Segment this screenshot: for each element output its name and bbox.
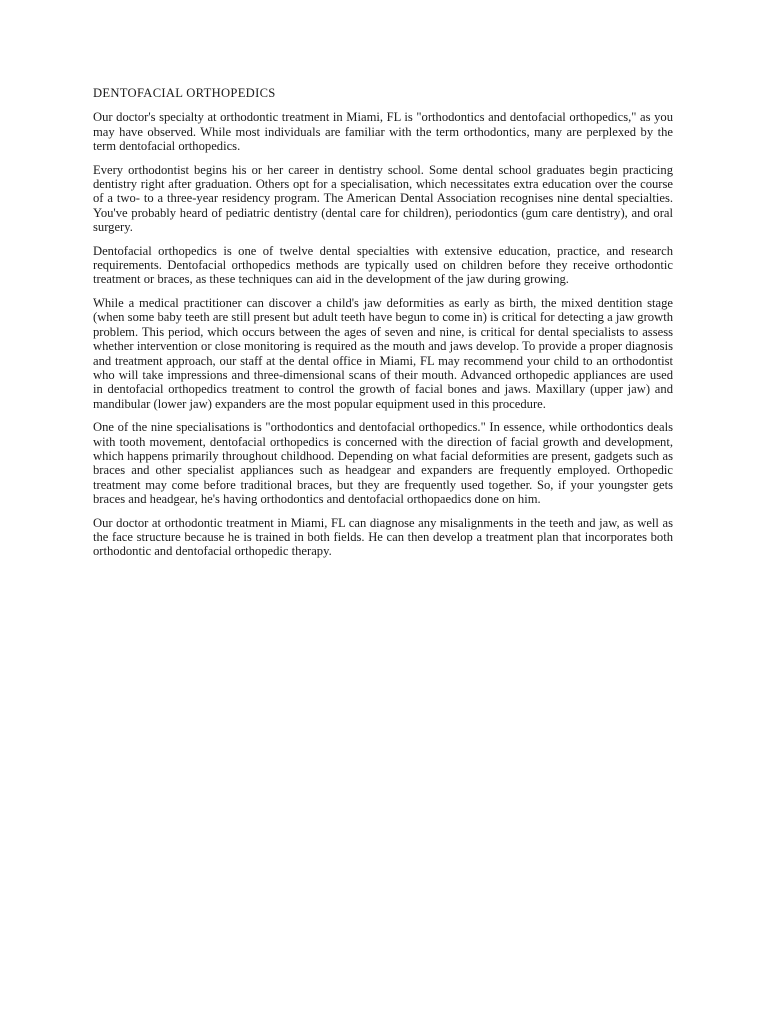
paragraph-6: Our doctor at orthodontic treatment in Miami, FL can diagnose any misalignments in the teeth and jaw, as well as the face structure because he is trained in both fields. He can then develop a treatment plan that incorporates both orthodontic and dentofacial orthopedic therapy. (93, 515, 673, 559)
paragraph-3: Dentofacial orthopedics is one of twelve dental specialties with extensive education, practice, and research requirements. Dentofacial orthopedics methods are typically used on children before they receive orthodontic treatment or braces, as these techniques can aid in the development of the jaw during growing. (93, 243, 673, 287)
paragraph-2: Every orthodontist begins his or her career in dentistry school. Some dental school graduates begin practicing dentistry right after graduation. Others opt for a specialisation, which necessitates extra education over the course of a two- to a three-year residency program. The American Dental Association recognises nine dental specialties. You've probably heard of pediatric dentistry (dental care for children), periodontics (gum care dentistry), and oral surgery. (93, 162, 673, 235)
paragraph-4: While a medical practitioner can discover a child's jaw deformities as early as birth, the mixed dentition stage (when some baby teeth are still present but adult teeth have begun to come in) is critical for detecting a jaw growth problem. This period, which occurs between the ages of seven and nine, is critical for dental specialists to assess whether intervention or close monitoring is required as the mouth and jaws develop. To provide a proper diagnosis and treatment approach, our staff at the dental office in Miami, FL may recommend your child to an orthodontist who will take impressions and three-dimensional scans of their mouth. Advanced orthopedic appliances are used in dentofacial orthopedics treatment to control the growth of facial bones and jaws. Maxillary (upper jaw) and mandibular (lower jaw) expanders are the most popular equipment used in this procedure. (93, 295, 673, 411)
paragraph-1: Our doctor's specialty at orthodontic treatment in Miami, FL is "orthodontics and dentofacial orthopedics," as you may have observed. While most individuals are familiar with the term orthodontics, many are perplexed by the term dentofacial orthopedics. (93, 110, 673, 154)
document-body (93, 86, 673, 568)
paragraph-5: One of the nine specialisations is "orthodontics and dentofacial orthopedics." In essence, while orthodontics deals with tooth movement, dentofacial orthopedics is concerned with the direction of facial growth and development, which happens primarily throughout childhood. Depending on what facial deformities are present, gadgets such as braces and other specialist appliances such as headgear and expanders are frequently employed. Orthopedic treatment may come before traditional braces, but they are frequently used together. So, if your youngster gets braces and headgear, he's having orthodontics and dentofacial orthopaedics done on him. (93, 420, 673, 507)
document-title: DENTOFACIAL ORTHOPEDICS (93, 86, 276, 100)
